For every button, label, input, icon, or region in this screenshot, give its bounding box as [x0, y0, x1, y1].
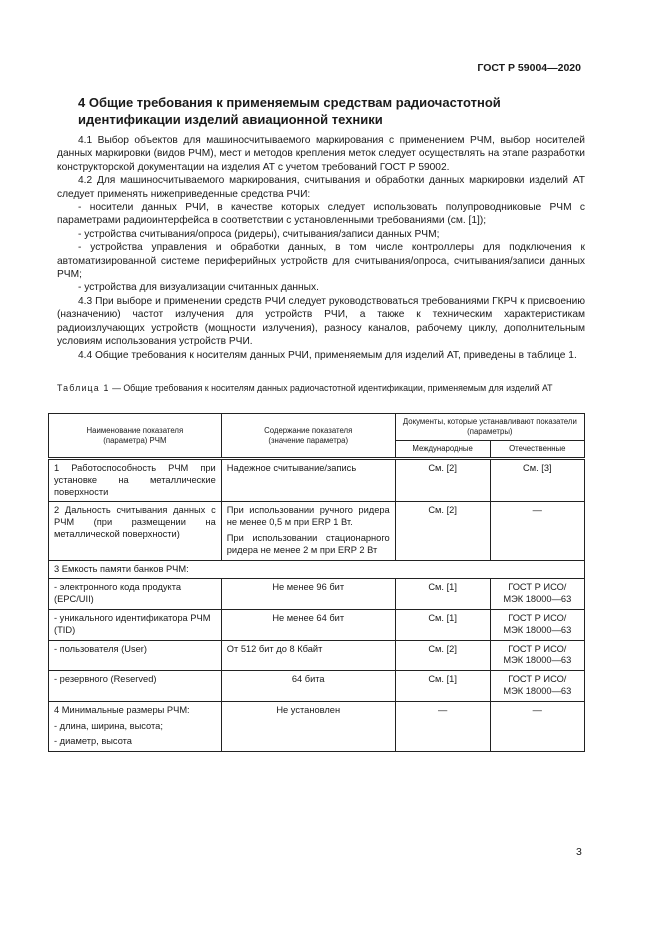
cell-international: См. [2]: [395, 640, 490, 671]
cell-content: Надежное считывание/запись: [221, 459, 395, 502]
cell-name: - пользователя (User): [49, 640, 222, 671]
table-caption-text: — Общие требования к носителям данных радиочастотной идентификации, применяемым для изделий АТ: [109, 383, 553, 393]
cell-content: 64 бита: [221, 671, 395, 702]
cell-domestic: —: [490, 502, 584, 560]
table-row: [49, 502, 585, 560]
cell-domestic: —: [490, 701, 584, 751]
cell-content: При использовании ручного ридера не менее 0,5 м при ERP 1 Вт. При использовании стационарного ридера не менее 2 м при ERP 2 Вт: [221, 502, 395, 560]
paragraph-4-3: 4.3 При выборе и применении средств РЧИ следует руководствоваться требованиями ГКРЧ к присвоению (назначению) частот излучения для устройств РЧИ, а также к техническим характеристикам радиоизлучающих устройств (мощности излучения), разносу каналов, рабочему циклу, дополнительным условиям использования устройств РЧИ.: [57, 295, 585, 348]
cell-domestic: ГОСТ Р ИСО/ МЭК 18000—63: [490, 640, 584, 671]
cell-domestic: ГОСТ Р ИСО/ МЭК 18000—63: [490, 579, 584, 610]
section-heading-line-1: 4 Общие требования к применяемым средствам радиочастотной: [78, 95, 501, 110]
paragraph-4-2: 4.2 Для машиносчитываемого маркирования, считывания и обработки данных маркировки изделий АТ следует применять нижеприведенные средства РЧИ:: [57, 175, 585, 200]
cell-domestic: ГОСТ Р ИСО/ МЭК 18000—63: [490, 609, 584, 640]
list-item: - носители данных РЧИ, в качестве которых следует использовать полупроводниковые РЧМ с параметрами радиоинтерфейса в соответствии с установленными требованиями (см. [1]);: [57, 202, 585, 227]
cell-content: Не установлен: [221, 701, 395, 751]
cell-content: От 512 бит до 8 Кбайт: [221, 640, 395, 671]
header-international: Международные: [395, 441, 490, 459]
paragraph-4-1: 4.1 Выбор объектов для машиносчитываемого маркирования с применением РЧМ, выбор носителей данных маркировки (видов РЧМ), мест и методов крепления меток следует осуществлять на этапе разработки конструкторской документации на изделия АТ с учетом требований ГОСТ Р 59002.: [57, 135, 585, 173]
header-documents: Документы, которые устанавливают показатели (параметры): [395, 414, 584, 441]
cell-name: - резервного (Reserved): [49, 671, 222, 702]
table-row: [49, 701, 585, 751]
cell-domestic: ГОСТ Р ИСО/ МЭК 18000—63: [490, 671, 584, 702]
table-row: [49, 609, 585, 640]
cell-name: 2 Дальность считывания данных с РЧМ (при размещении на металлической поверхности): [49, 502, 222, 560]
list-item: - устройства для визуализации считанных данных.: [78, 282, 319, 294]
table-row: [49, 459, 585, 502]
cell-name: 1 Работоспособность РЧМ при установке на металлические поверхности: [49, 459, 222, 502]
table-caption: [57, 383, 585, 395]
cell-international: См. [2]: [395, 502, 490, 560]
cell-international: См. [2]: [395, 459, 490, 502]
cell-group-heading: 3 Емкость памяти банков РЧМ:: [49, 560, 585, 579]
page-number: 3: [576, 846, 582, 858]
section-body: [57, 134, 585, 362]
requirements-table: [48, 413, 585, 752]
cell-international: См. [1]: [395, 671, 490, 702]
cell-name: 4 Минимальные размеры РЧМ: - длина, ширина, высота; - диаметр, высота: [49, 701, 222, 751]
list-item: - устройства считывания/опроса (ридеры), считывания/записи данных РЧМ;: [78, 228, 440, 240]
table-row: [49, 671, 585, 702]
cell-domestic: См. [3]: [490, 459, 584, 502]
table-header-row: [49, 414, 585, 441]
cell-international: См. [1]: [395, 609, 490, 640]
header-parameter-content: Содержание показателя (значение параметра): [221, 414, 395, 459]
table-caption-label: Таблица 1: [57, 383, 110, 393]
paragraph-4-4: 4.4 Общие требования к носителям данных РЧИ, применяемым для изделий АТ, приведены в таблице 1.: [78, 349, 577, 361]
section-heading: [78, 94, 548, 128]
header-parameter-name: Наименование показателя (параметра) РЧМ: [49, 414, 222, 459]
table-row: [49, 560, 585, 579]
table-row: [49, 640, 585, 671]
cell-international: —: [395, 701, 490, 751]
cell-international: См. [1]: [395, 579, 490, 610]
list-item: - устройства управления и обработки данных, в том числе контроллеры для подключения к автоматизированной системе периферийных устройств для считывания/опроса, считывания/записи данных РЧМ;: [57, 242, 585, 281]
table-row: [49, 579, 585, 610]
cell-content: Не менее 96 бит: [221, 579, 395, 610]
header-domestic: Отечественные: [490, 441, 584, 459]
standard-number: ГОСТ Р 59004—2020: [477, 62, 581, 74]
section-heading-line-2: идентификации изделий авиационной техники: [78, 112, 383, 127]
cell-content: Не менее 64 бит: [221, 609, 395, 640]
cell-name: - электронного кода продукта (EPC/UII): [49, 579, 222, 610]
cell-name: - уникального идентификатора РЧМ (TID): [49, 609, 222, 640]
